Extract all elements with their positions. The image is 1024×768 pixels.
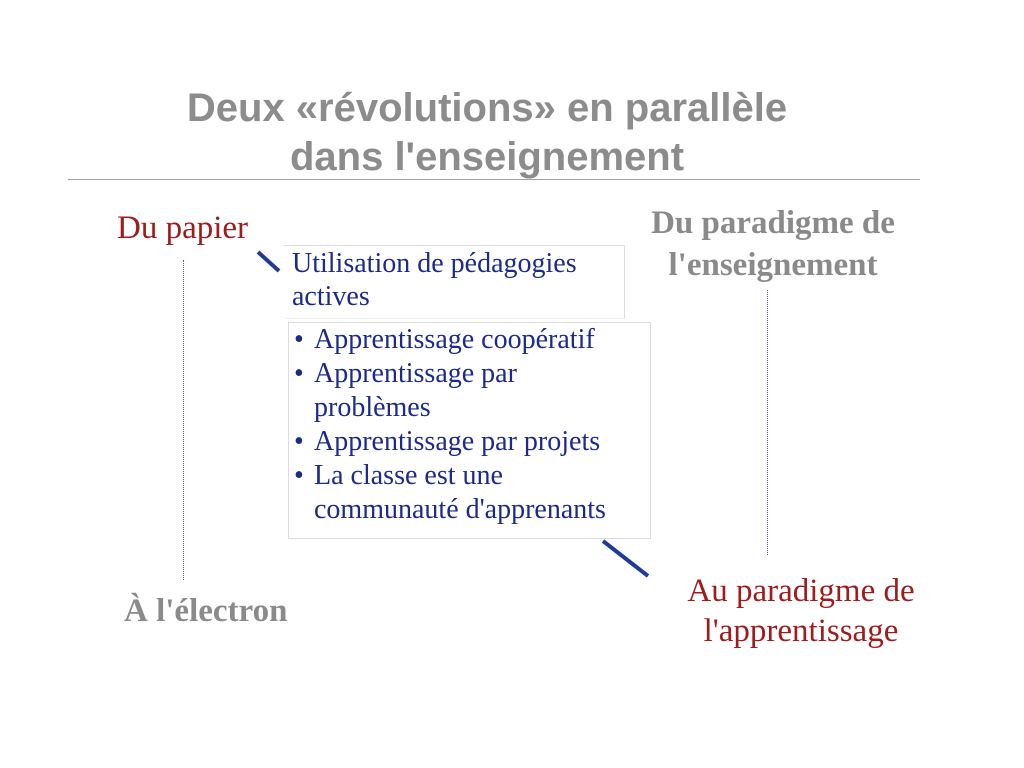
list-item-text	[314, 323, 595, 357]
list-item	[294, 323, 650, 357]
popup-heading-box	[283, 245, 625, 319]
bullet-icon: •	[294, 358, 304, 389]
right-to-line-2: l'apprentissage	[703, 613, 899, 649]
right-from-label	[623, 202, 923, 286]
right-to-label	[651, 571, 951, 651]
list-item-text	[314, 459, 606, 527]
title-line-1: Deux «révolutions» en parallèle	[186, 86, 788, 130]
slide-title	[0, 84, 974, 182]
list-item	[294, 357, 650, 425]
list-item-line: Apprentissage par projets	[314, 426, 601, 457]
title-divider	[68, 179, 920, 180]
popup-heading-line-2: actives	[292, 281, 370, 312]
left-dotted-guide	[183, 260, 184, 580]
connector-segment-top	[258, 252, 279, 271]
list-item-line: Apprentissage coopératif	[314, 324, 595, 355]
list-item-line: La classe est une	[314, 460, 503, 491]
right-from-line-1: Du paradigme de	[651, 205, 895, 241]
left-from-label: Du papier	[117, 210, 249, 246]
bullet-icon: •	[294, 426, 304, 457]
bullet-icon: •	[294, 324, 304, 355]
list-item	[294, 459, 650, 527]
right-dotted-guide	[767, 290, 768, 555]
list-item-line: Apprentissage par	[314, 358, 517, 389]
left-to-label: À l'électron	[124, 593, 288, 629]
popup-heading-line-1: Utilisation de pédagogies	[292, 248, 577, 279]
list-item-text	[314, 425, 600, 459]
popup-bullet-list	[288, 322, 651, 539]
right-to-line-1: Au paradigme de	[687, 573, 915, 609]
list-item-line: communauté d'apprenants	[314, 494, 606, 525]
list-item	[294, 425, 650, 459]
right-from-line-2: l'enseignement	[668, 247, 878, 283]
list-item-line: problèmes	[314, 392, 431, 423]
title-line-2: dans l'enseignement	[289, 135, 685, 179]
list-item-text	[314, 357, 517, 425]
connector-segment-bottom	[603, 541, 648, 576]
bullet-icon: •	[294, 460, 304, 491]
